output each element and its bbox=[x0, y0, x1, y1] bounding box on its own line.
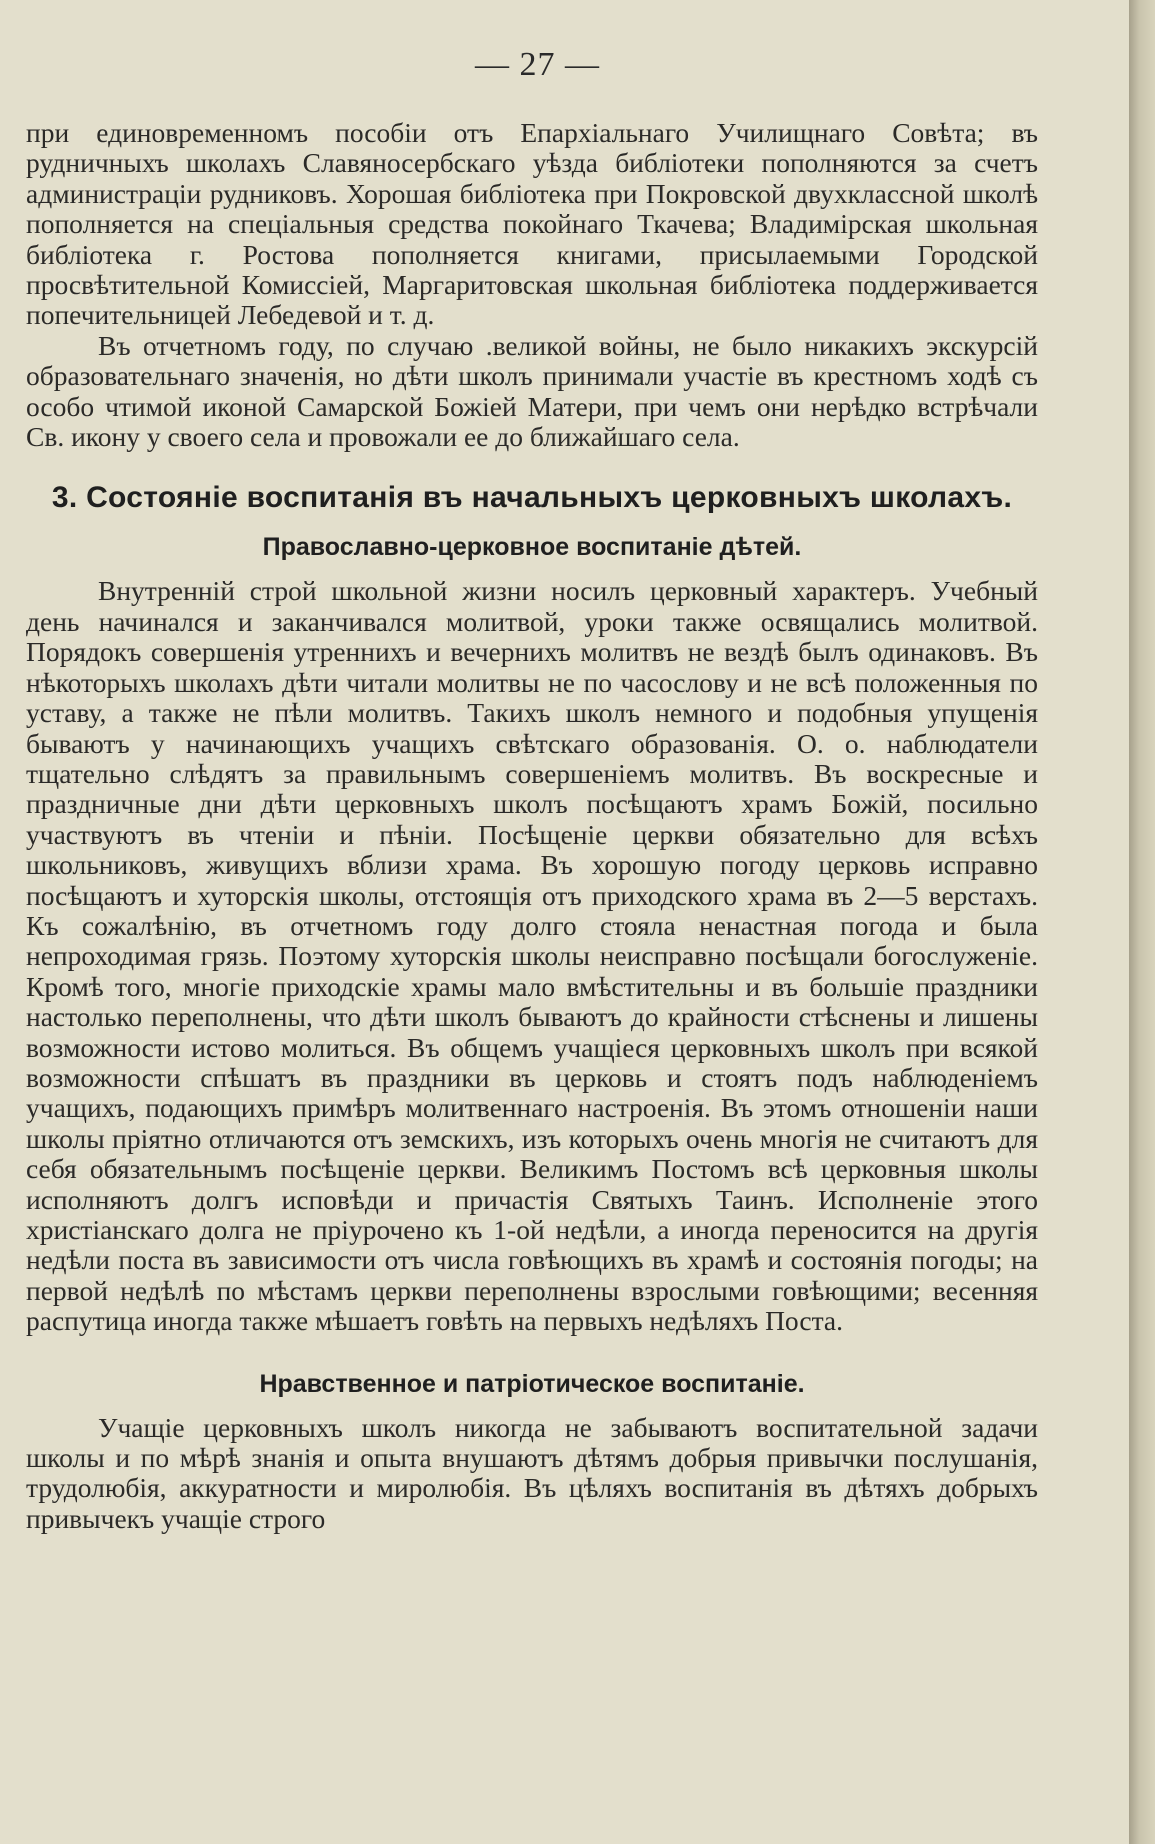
paragraph-excursions: Въ отчетномъ году, по случаю .великой войны, не было никакихъ экскурсій образовательнаго значенія, но дѣти школъ принимали участіе въ крестномъ ходѣ съ особо чтимой иконой Самарской Божіей Матери, при чемъ они нерѣдко встрѣчали Св. икону у своего села и провожали ее до ближайшаго села. bbox=[26, 329, 1038, 453]
page-content bbox=[26, 118, 1038, 1534]
section-heading: 3. Состояніе воспитанія въ начальныхъ церковныхъ школахъ. bbox=[51, 481, 1013, 515]
page-edge-shadow bbox=[1129, 0, 1155, 1844]
subheading-orthodox-upbringing: Православно-церковное воспитаніе дѣтей. bbox=[262, 533, 802, 562]
page-number: — 27 — bbox=[475, 46, 600, 83]
subheading-moral-patriotic-upbringing: Нравственное и патріотическое воспитаніе. bbox=[259, 1369, 805, 1398]
paragraph-library-funding: при единовременномъ пособіи отъ Епархіальнаго Училищнаго Совѣта; въ рудничныхъ школахъ Славяносербскаго уѣзда библіотеки пополняются за счетъ администраціи рудниковъ. Хорошая библіотека при Покровской двухклассной школѣ пополняется на спеціальныя средства покойнаго Ткачева; Владимірская школьная библіотека г. Ростова пополняется книгами, присылаемыми Городской просвѣтительной Комиссіей, Маргаритовская школьная библіотека поддерживается попечительницей Лебедевой и т. д. bbox=[26, 117, 1038, 331]
paragraph-moral-habits: Учащіе церковныхъ школъ никогда не забываютъ воспитательной задачи школы и по мѣрѣ знанія и опыта внушаютъ дѣтямъ добрыя привычки послушанія, трудолюбія, аккуратности и миролюбія. Въ цѣляхъ воспитанія въ дѣтяхъ добрыхъ привычекъ учащіе строго bbox=[26, 1411, 1038, 1534]
paragraph-school-church-life: Внутренній строй школьной жизни носилъ церковный характеръ. Учебный день начинался и заканчивался молитвой, уроки также освящались молитвой. Порядокъ совершенія утреннихъ и вечернихъ молитвъ не вездѣ былъ одинаковъ. Въ нѣкоторыхъ школахъ дѣти читали молитвы не по часослову и не всѣ положенныя по уставу, а также не пѣли молитвъ. Такихъ школъ немного и подобныя упущенія бываютъ у начинающихъ учащихъ свѣтскаго образованія. О. о. наблюдатели тщательно слѣдятъ за правильнымъ совершеніемъ молитвъ. Въ воскресные и праздничные дни дѣти церковныхъ школъ посѣщаютъ храмъ Божій, посильно участвуютъ въ чтеніи и пѣніи. Посѣщеніе церкви обязательно для всѣхъ школьниковъ, живущихъ вблизи храма. Въ хорошую погоду церковь исправно посѣщаютъ и хуторскія школы, отстоящія отъ приходского храма въ 2—5 верстахъ. Къ сожалѣнію, въ отчетномъ году долго стояла ненастная погода и была непроходимая грязь. Поэтому хуторскія школы неисправно посѣщали богослуженіе. Кромѣ того, многіе приходскіе храмы мало вмѣстительны и въ большіе праздники настолько переполнены, что дѣти школъ бываютъ до крайности стѣснены и лишены возможности истово молиться. Въ общемъ учащіеся церковныхъ школъ при всякой возможности спѣшатъ въ праздники въ церковь и стоятъ подъ наблюденіемъ учащихъ, подающихъ примѣръ молитвеннаго настроенія. Въ этомъ отношеніи наши школы пріятно отличаются отъ земскихъ, изъ которыхъ очень многія не считаютъ для себя обязательнымъ посѣщеніе церкви. Великимъ Постомъ всѣ церковныя школы исполняютъ долгъ исповѣди и причастія Святыхъ Таинъ. Исполненіе этого христіанскаго долга не пріурочено къ 1-ой недѣли, а иногда переносится на другія недѣли поста въ зависимости отъ числа говѣющихъ въ храмѣ и состоянія погоды; на первой недѣлѣ по мѣстамъ церкви переполнены взрослыми говѣющими; весенняя распутица иногда также мѣшаетъ говѣть на первыхъ недѣляхъ Поста. bbox=[26, 575, 1038, 1337]
